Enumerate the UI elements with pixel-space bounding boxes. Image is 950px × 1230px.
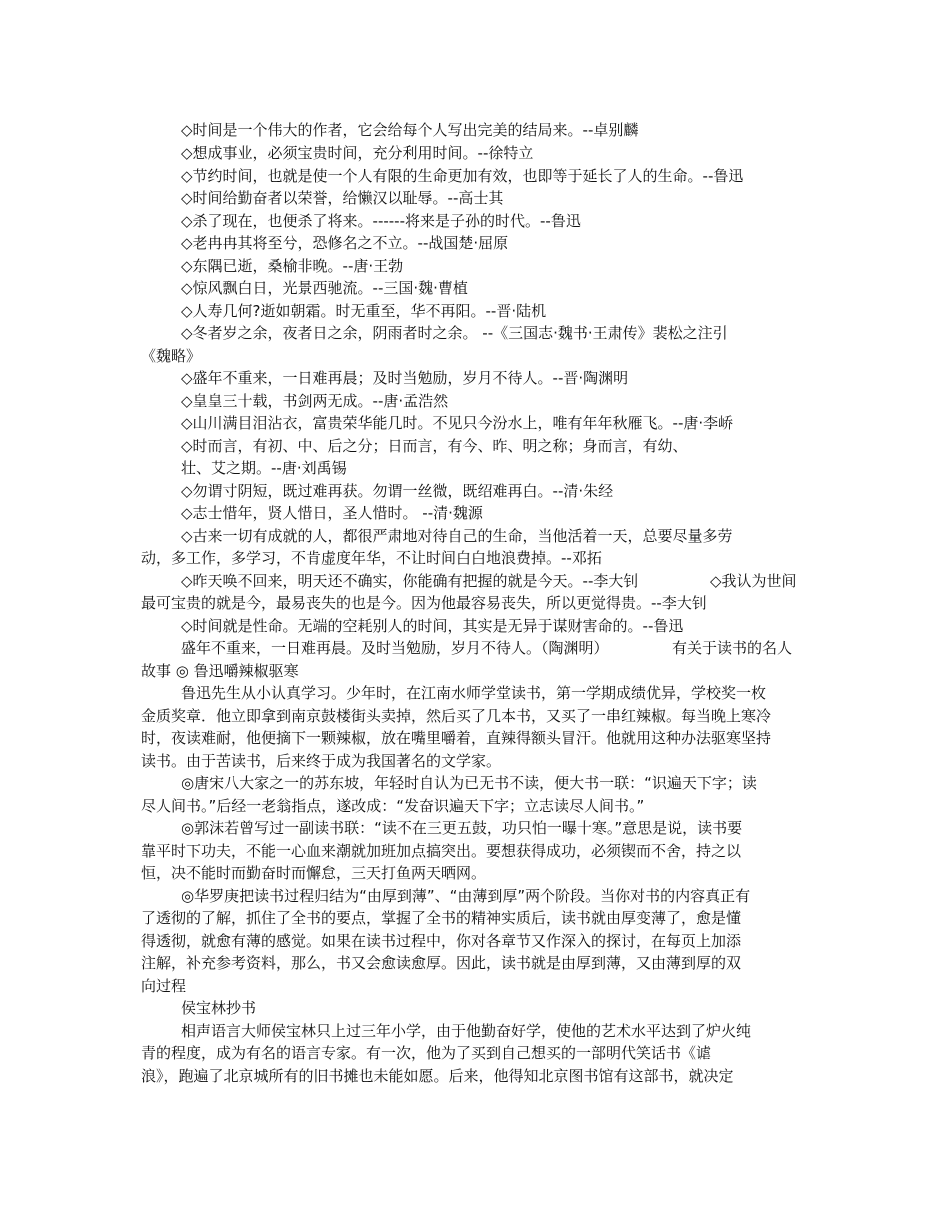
section-heading: 故事 ◎ 鲁迅嚼辣椒驱寒 bbox=[141, 662, 299, 680]
quote-line: 盛年不重来，一日难再晨。及时当勉励，岁月不待人。（陶渊明） bbox=[181, 639, 609, 657]
quote-line: 《魏略》 bbox=[141, 347, 202, 365]
paragraph-line: 靠平时下功夫，不能一心血来潮就加班加点搞突出。要想获得成功，必须锲而不舍，持之以 bbox=[141, 842, 742, 860]
quote-line: ◇时间给勤奋者以荣誉，给懒汉以耻辱。--高士其 bbox=[181, 189, 504, 207]
quote-line: ◇惊风飘白日，光景西驰流。--三国·魏·曹植 bbox=[181, 279, 468, 297]
quote-line: ◇冬者岁之余，夜者日之余，阴雨者时之余。 --《三国志·魏书·王肃传》裴松之注引 bbox=[181, 324, 728, 342]
quote-line: ◇皇皇三十载，书剑两无成。--唐·孟浩然 bbox=[181, 392, 449, 410]
paragraph-line: 青的程度，成为有名的语言专家。有一次，他为了买到自己想买的一部明代笑话书《谑 bbox=[141, 1044, 712, 1062]
paragraph-line: 尽人间书。”后经一老翁指点，遂改成：“发奋识遍天下字；立志读尽人间书。” bbox=[141, 797, 645, 815]
paragraph-line: 鲁迅先生从小认真学习。少年时，在江南水师学堂读书，第一学期成绩优异，学校奖一枚 bbox=[181, 684, 767, 702]
paragraph-line: ◎华罗庚把读书过程归结为“由厚到薄”、“由薄到厚”两个阶段。当你对书的内容真正有 bbox=[181, 887, 751, 905]
paragraph-line: ◎唐宋八大家之一的苏东坡，年轻时自认为已无书不读，便大书一联：“识遍天下字；读 bbox=[181, 774, 757, 792]
quote-line: 最可宝贵的就是今，最易丧失的也是今。因为他最容易丧失，所以更觉得贵。--李大钊 bbox=[141, 594, 707, 612]
quote-line: ◇东隅已逝，桑榆非晚。--唐·王勃 bbox=[181, 257, 404, 275]
paragraph-line: 了透彻的了解，抓住了全书的要点，掌握了全书的精神实质后，读书就由厚变薄了，愈是懂 bbox=[141, 909, 742, 927]
paragraph-line: 时，夜读难耐，他便摘下一颗辣椒，放在嘴里嚼着，直辣得额头冒汗。他就用这种办法驱寒坚持 bbox=[141, 729, 772, 747]
quote-line: ◇时而言，有初、中、后之分；日而言，有今、昨、明之称；身而言，有幼、 bbox=[181, 437, 688, 455]
quote-line: ◇想成事业，必须宝贵时间，充分利用时间。--徐特立 bbox=[181, 144, 534, 162]
quote-line: ◇老冉冉其将至兮，恐修名之不立。--战国楚·屈原 bbox=[181, 234, 509, 252]
quote-line: ◇古来一切有成就的人，都很严肃地对待自己的生命，当他活着一天，总要尽量多劳 bbox=[181, 527, 733, 545]
paragraph-line: 金质奖章．他立即拿到南京鼓楼街头卖掉，然后买了几本书，又买了一串红辣椒。每当晚上寒冷 bbox=[141, 707, 772, 725]
quote-line: ◇盛年不重来，一日难再晨；及时当勉励，岁月不待人。--晋·陶渊明 bbox=[181, 369, 629, 387]
paragraph-line: 恒，决不能时而勤奋时而懈怠，三天打鱼两天晒网。 bbox=[141, 864, 487, 882]
quote-line: 壮、艾之期。--唐·刘禹锡 bbox=[181, 459, 347, 477]
quote-line: ◇勿谓寸阴短，既过难再获。勿谓一丝微，既绍难再白。--清·朱经 bbox=[181, 482, 614, 500]
paragraph-line: 相声语言大师侯宝林只上过三年小学，由于他勤奋好学，使他的艺术水平达到了炉火纯 bbox=[181, 1022, 752, 1040]
quote-line: ◇节约时间，也就是使一个人有限的生命更加有效，也即等于延长了人的生命。--鲁迅 bbox=[181, 167, 744, 185]
quote-line: 动，多工作，多学习，不肯虚度年华，不让时间白白地浪费掉。--邓拓 bbox=[141, 549, 602, 567]
paragraph-line: 向过程 bbox=[141, 977, 187, 995]
quote-line: ◇志士惜年，贤人惜日，圣人惜时。 --清·魏源 bbox=[181, 504, 483, 522]
paragraph-line: 注解，补充参考资料，那么，书又会愈读愈厚。因此，读书就是由厚到薄，又由薄到厚的双 bbox=[141, 954, 742, 972]
paragraph-line: 得透彻，就愈有薄的感觉。如果在读书过程中，你对各章节又作深入的探讨，在每页上加添 bbox=[141, 932, 742, 950]
quote-line: ◇人寿几何?逝如朝霜。时无重至，华不再阳。--晋·陆机 bbox=[181, 302, 547, 320]
quote-line: ◇山川满目泪沾衣，富贵荣华能几时。不见只今汾水上，唯有年年秋雁飞。--唐·李峤 bbox=[181, 414, 734, 432]
quote-line: ◇时间是一个伟大的作者，它会给每个人写出完美的结局来。--卓别麟 bbox=[181, 121, 639, 139]
quote-line: ◇昨天唤不回来，明天还不确实，你能确有把握的就是今天。--李大钊 bbox=[181, 572, 639, 590]
section-heading: 侯宝林抄书 bbox=[181, 999, 257, 1017]
quote-line: ◇杀了现在，也便杀了将来。------将来是子孙的时代。--鲁迅 bbox=[181, 212, 581, 230]
quote-line: ◇我认为世间 bbox=[710, 572, 797, 590]
paragraph-line: ◎郭沫若曾写过一副读书联：“读不在三更五鼓，功只怕一曝十寒。”意思是说，读书要 bbox=[181, 819, 743, 837]
section-heading: 有关于读书的名人 bbox=[672, 639, 793, 657]
paragraph-line: 浪》，跑遍了北京城所有的旧书摊也未能如愿。后来，他得知北京图书馆有这部书，就决定 bbox=[141, 1067, 734, 1085]
paragraph-line: 读书。由于苦读书，后来终于成为我国著名的文学家。 bbox=[141, 752, 502, 770]
quote-line: ◇时间就是性命。无端的空耗别人的时间，其实是无异于谋财害命的。--鲁迅 bbox=[181, 617, 684, 635]
